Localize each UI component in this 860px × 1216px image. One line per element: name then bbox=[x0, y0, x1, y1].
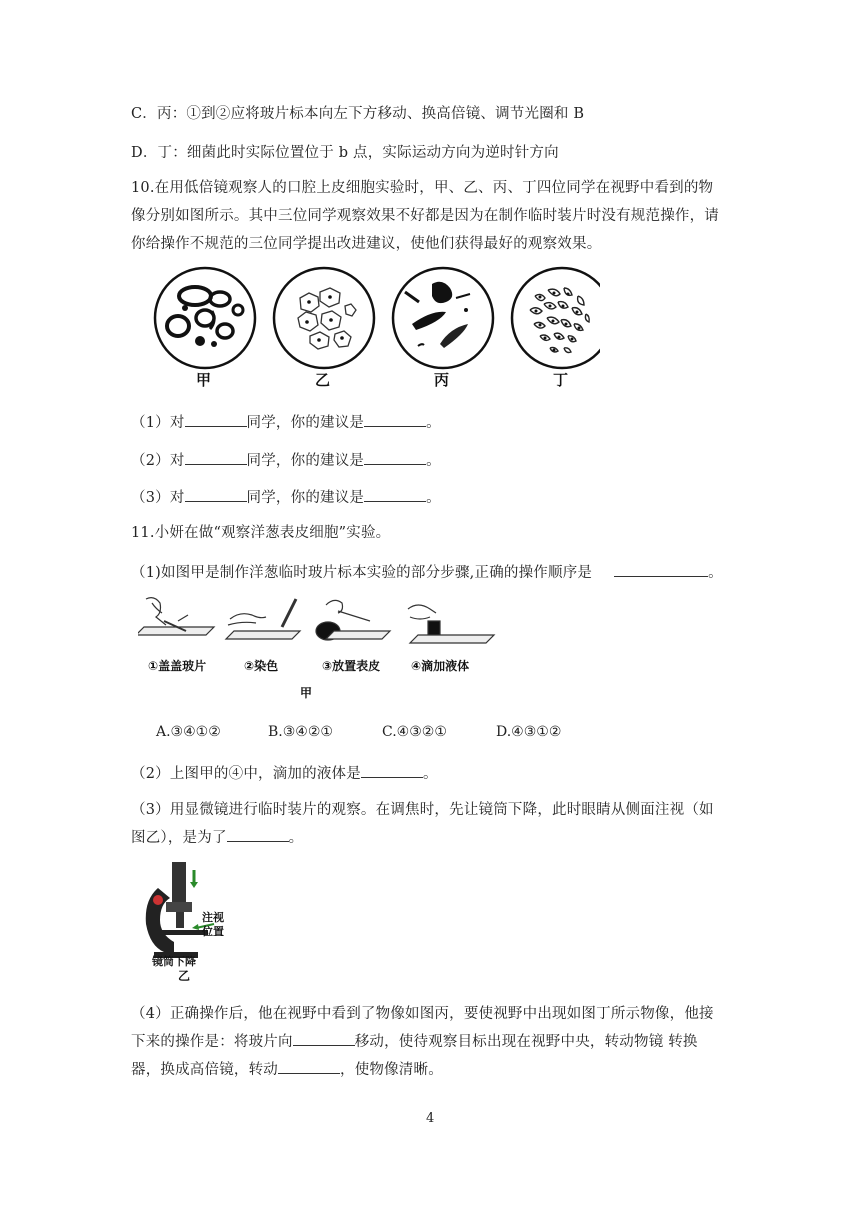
cover-slip-icon bbox=[138, 598, 214, 635]
q10-microscope-fields-figure bbox=[150, 266, 600, 396]
q10-sub2: （2）对 同学，你的建议是 。 bbox=[131, 449, 441, 472]
q11-sub3: （3）用显微镜进行临时装片的观察。在调焦时，先让镜筒下降，此时眼睛从侧面注视（如图乙），是为了 。 bbox=[131, 802, 714, 846]
q9-option-c: C．丙：①到②应将玻片标本向左下方移动、换高倍镜、调节光圈和 B bbox=[131, 106, 585, 122]
answer-blank[interactable] bbox=[293, 1030, 355, 1046]
option-a[interactable]: A.③④①② bbox=[156, 724, 221, 740]
option-d[interactable]: D.④③①② bbox=[496, 724, 562, 740]
answer-blank[interactable] bbox=[185, 411, 247, 427]
q11-slide-steps-figure bbox=[138, 595, 503, 661]
figure-caption-jia: 甲 bbox=[300, 686, 313, 700]
answer-blank[interactable] bbox=[364, 449, 426, 465]
lower-tube-label: 镜筒下降 bbox=[152, 955, 196, 968]
q11-sub4: （4）正确操作后，他在视野中看到了物像如图丙，要使视野中出现如图丁所示物像，他接下来的操作是：将玻片向 移动，使待观察目标出现在视野中央，转动物镜 转换器，换成高倍镜，转动 ，使物像清晰。 bbox=[131, 1006, 714, 1078]
figure-caption-yi: 乙 bbox=[178, 969, 191, 983]
placing-peel-icon bbox=[316, 600, 390, 640]
figure-label-bing: 丙 bbox=[434, 371, 450, 389]
answer-blank[interactable] bbox=[364, 486, 426, 502]
answer-blank[interactable] bbox=[278, 1058, 340, 1074]
q9-option-d: D．丁：细菌此时实际位置位于 b 点，实际运动方向为逆时针方向 bbox=[131, 145, 559, 161]
step-2-label: ②染色 bbox=[244, 659, 279, 673]
option-b[interactable]: B.③④②① bbox=[268, 724, 333, 740]
q11-stem: 11.小妍在做“观察洋葱表皮细胞”实验。 bbox=[131, 525, 391, 541]
figure-label-ding: 丁 bbox=[553, 371, 569, 389]
step-1-label: ①盖盖玻片 bbox=[148, 659, 207, 673]
answer-blank[interactable] bbox=[185, 449, 247, 465]
q10-sub3: （3）对 同学，你的建议是 。 bbox=[131, 486, 441, 509]
answer-blank[interactable] bbox=[614, 561, 708, 577]
answer-blank[interactable] bbox=[185, 486, 247, 502]
q11-sub1: （1)如图甲是制作洋葱临时玻片标本实验的部分步骤,正确的操作顺序是 。 bbox=[131, 561, 723, 584]
q10-stem: 10.在用低倍镜观察人的口腔上皮细胞实验时，甲、乙、丙、丁四位同学在视野中看到的物像分别如图所示。其中三位同学观察效果不好都是因为在制作临时装片时没有规范操作，请你给操作不规范的三位同学提出改进建议，使他们获得最好的观察效果。 bbox=[131, 180, 719, 252]
watch-position-label-1: 注视 bbox=[202, 911, 224, 924]
option-c[interactable]: C.④③②① bbox=[382, 724, 447, 740]
field-jia-icon bbox=[155, 268, 255, 368]
q11-sub2: （2）上图甲的④中，滴加的液体是 。 bbox=[131, 762, 438, 785]
answer-blank[interactable] bbox=[361, 762, 423, 778]
q10-sub1: （1）对 同学，你的建议是 。 bbox=[131, 411, 441, 434]
adding-liquid-icon bbox=[408, 605, 494, 643]
page-number: 4 bbox=[426, 1111, 435, 1126]
figure-label-jia: 甲 bbox=[196, 371, 212, 389]
figure-label-yi: 乙 bbox=[315, 371, 331, 389]
answer-blank[interactable] bbox=[227, 826, 289, 842]
field-ding-icon bbox=[512, 268, 600, 368]
field-yi-icon bbox=[274, 268, 374, 368]
watch-position-label-2: 位置 bbox=[202, 925, 224, 938]
step-4-label: ④滴加液体 bbox=[411, 659, 470, 673]
field-bing-icon bbox=[393, 268, 493, 368]
staining-icon bbox=[226, 599, 300, 639]
step-3-label: ③放置表皮 bbox=[322, 659, 381, 673]
answer-blank[interactable] bbox=[364, 411, 426, 427]
